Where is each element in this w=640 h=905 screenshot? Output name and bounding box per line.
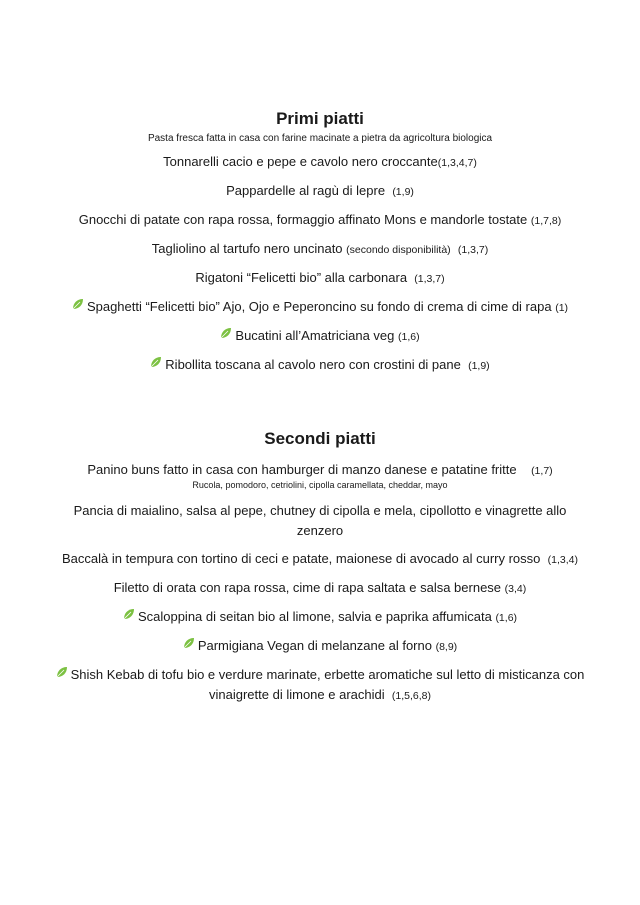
dish-allergens: (1,3,7) bbox=[457, 244, 489, 256]
dish-item bbox=[0, 460, 640, 481]
dish-item bbox=[0, 578, 640, 599]
dish-name: Spaghetti “Felicetti bio” Ajo, Ojo e Peperoncino su fondo di crema di cime di rapa bbox=[86, 299, 552, 314]
dish-name: Pappardelle al ragù di lepre bbox=[226, 183, 386, 198]
dish-allergens: (1) bbox=[555, 302, 569, 314]
dish-item bbox=[0, 355, 640, 376]
dish-item bbox=[0, 549, 640, 570]
dish-name: Ribollita toscana al cavolo nero con crostini di pane bbox=[165, 357, 461, 372]
dish-name: Bucatini all’Amatriciana veg bbox=[235, 328, 395, 343]
leaf-icon bbox=[123, 608, 135, 620]
dish-name: Gnocchi di patate con rapa rossa, formaggio affinato Mons e mandorle tostate bbox=[78, 212, 528, 227]
dish-allergens: (1,3,4) bbox=[547, 554, 578, 566]
dish-name: Rigatoni “Felicetti bio” alla carbonara bbox=[195, 270, 408, 285]
dish-name: Panino buns fatto in casa con hamburger di manzo danese e patatine fritte bbox=[87, 462, 517, 477]
dish-description: Rucola, pomodoro, cetriolini, cipolla caramellata, cheddar, mayo bbox=[192, 480, 448, 490]
dish-allergens: (1,7) bbox=[531, 465, 553, 477]
dish-allergens: (1,6) bbox=[495, 612, 518, 624]
dish-name: Parmigiana Vegan di melanzane al forno bbox=[197, 638, 432, 653]
dish-allergens: (1,9) bbox=[392, 186, 414, 198]
dish-name: Scaloppina di seitan bio al limone, salvia e paprika affumicata bbox=[137, 609, 492, 624]
dish-item bbox=[0, 297, 640, 318]
dish-name: Baccalà in tempura con tortino di ceci e patate, maionese di avocado al curry rosso bbox=[62, 551, 541, 566]
dish-name: Pancia di maialino, salsa al pepe, chutney di cipolla e mela, cipollotto e vinagrette allo zenzero bbox=[73, 503, 567, 538]
section-secondi-piatti bbox=[0, 428, 640, 706]
dish-allergens: (3,4) bbox=[504, 583, 527, 595]
section-primi-piatti bbox=[0, 108, 640, 376]
dish-item bbox=[0, 326, 640, 347]
dish-allergens: (1,7,8) bbox=[530, 215, 562, 227]
dish-allergens: (1,3,7) bbox=[414, 273, 445, 285]
dish-item bbox=[0, 181, 640, 202]
dish-item bbox=[0, 210, 640, 231]
dish-name: Tonnarelli cacio e pepe e cavolo nero croccante bbox=[163, 154, 438, 169]
dish-item bbox=[0, 152, 640, 173]
leaf-icon bbox=[183, 637, 195, 649]
dish-name: Tagliolino al tartufo nero uncinato bbox=[151, 241, 343, 256]
dish-item bbox=[0, 665, 640, 706]
dish-name: Filetto di orata con rapa rossa, cime di rapa saltata e salsa bernese bbox=[113, 580, 502, 595]
dish-item bbox=[0, 607, 640, 628]
leaf-icon bbox=[56, 666, 68, 678]
dish-item bbox=[0, 239, 640, 260]
section-title: Secondi piatti bbox=[264, 429, 376, 448]
dish-allergens: (1,3,4,7) bbox=[437, 157, 477, 169]
dish-name: Shish Kebab di tofu bio e verdure marinate, erbette aromatiche sul letto di misticanza con vinaigrette di limone e arachidi bbox=[70, 667, 585, 702]
leaf-icon bbox=[220, 327, 232, 339]
leaf-icon bbox=[72, 298, 84, 310]
section-title: Primi piatti bbox=[276, 109, 364, 128]
dish-allergens: (1,9) bbox=[468, 360, 490, 372]
dish-allergens: (1,6) bbox=[398, 331, 420, 343]
dish-item bbox=[0, 636, 640, 657]
dish-item bbox=[0, 501, 640, 541]
dish-allergens: (1,5,6,8) bbox=[391, 690, 431, 702]
dish-item bbox=[0, 268, 640, 289]
dish-note: (secondo disponibilità) bbox=[346, 244, 451, 256]
section-subtitle: Pasta fresca fatta in casa con farine macinate a pietra da agricoltura biologica bbox=[147, 133, 493, 144]
dish-allergens: (8,9) bbox=[435, 641, 458, 653]
leaf-icon bbox=[150, 356, 162, 368]
